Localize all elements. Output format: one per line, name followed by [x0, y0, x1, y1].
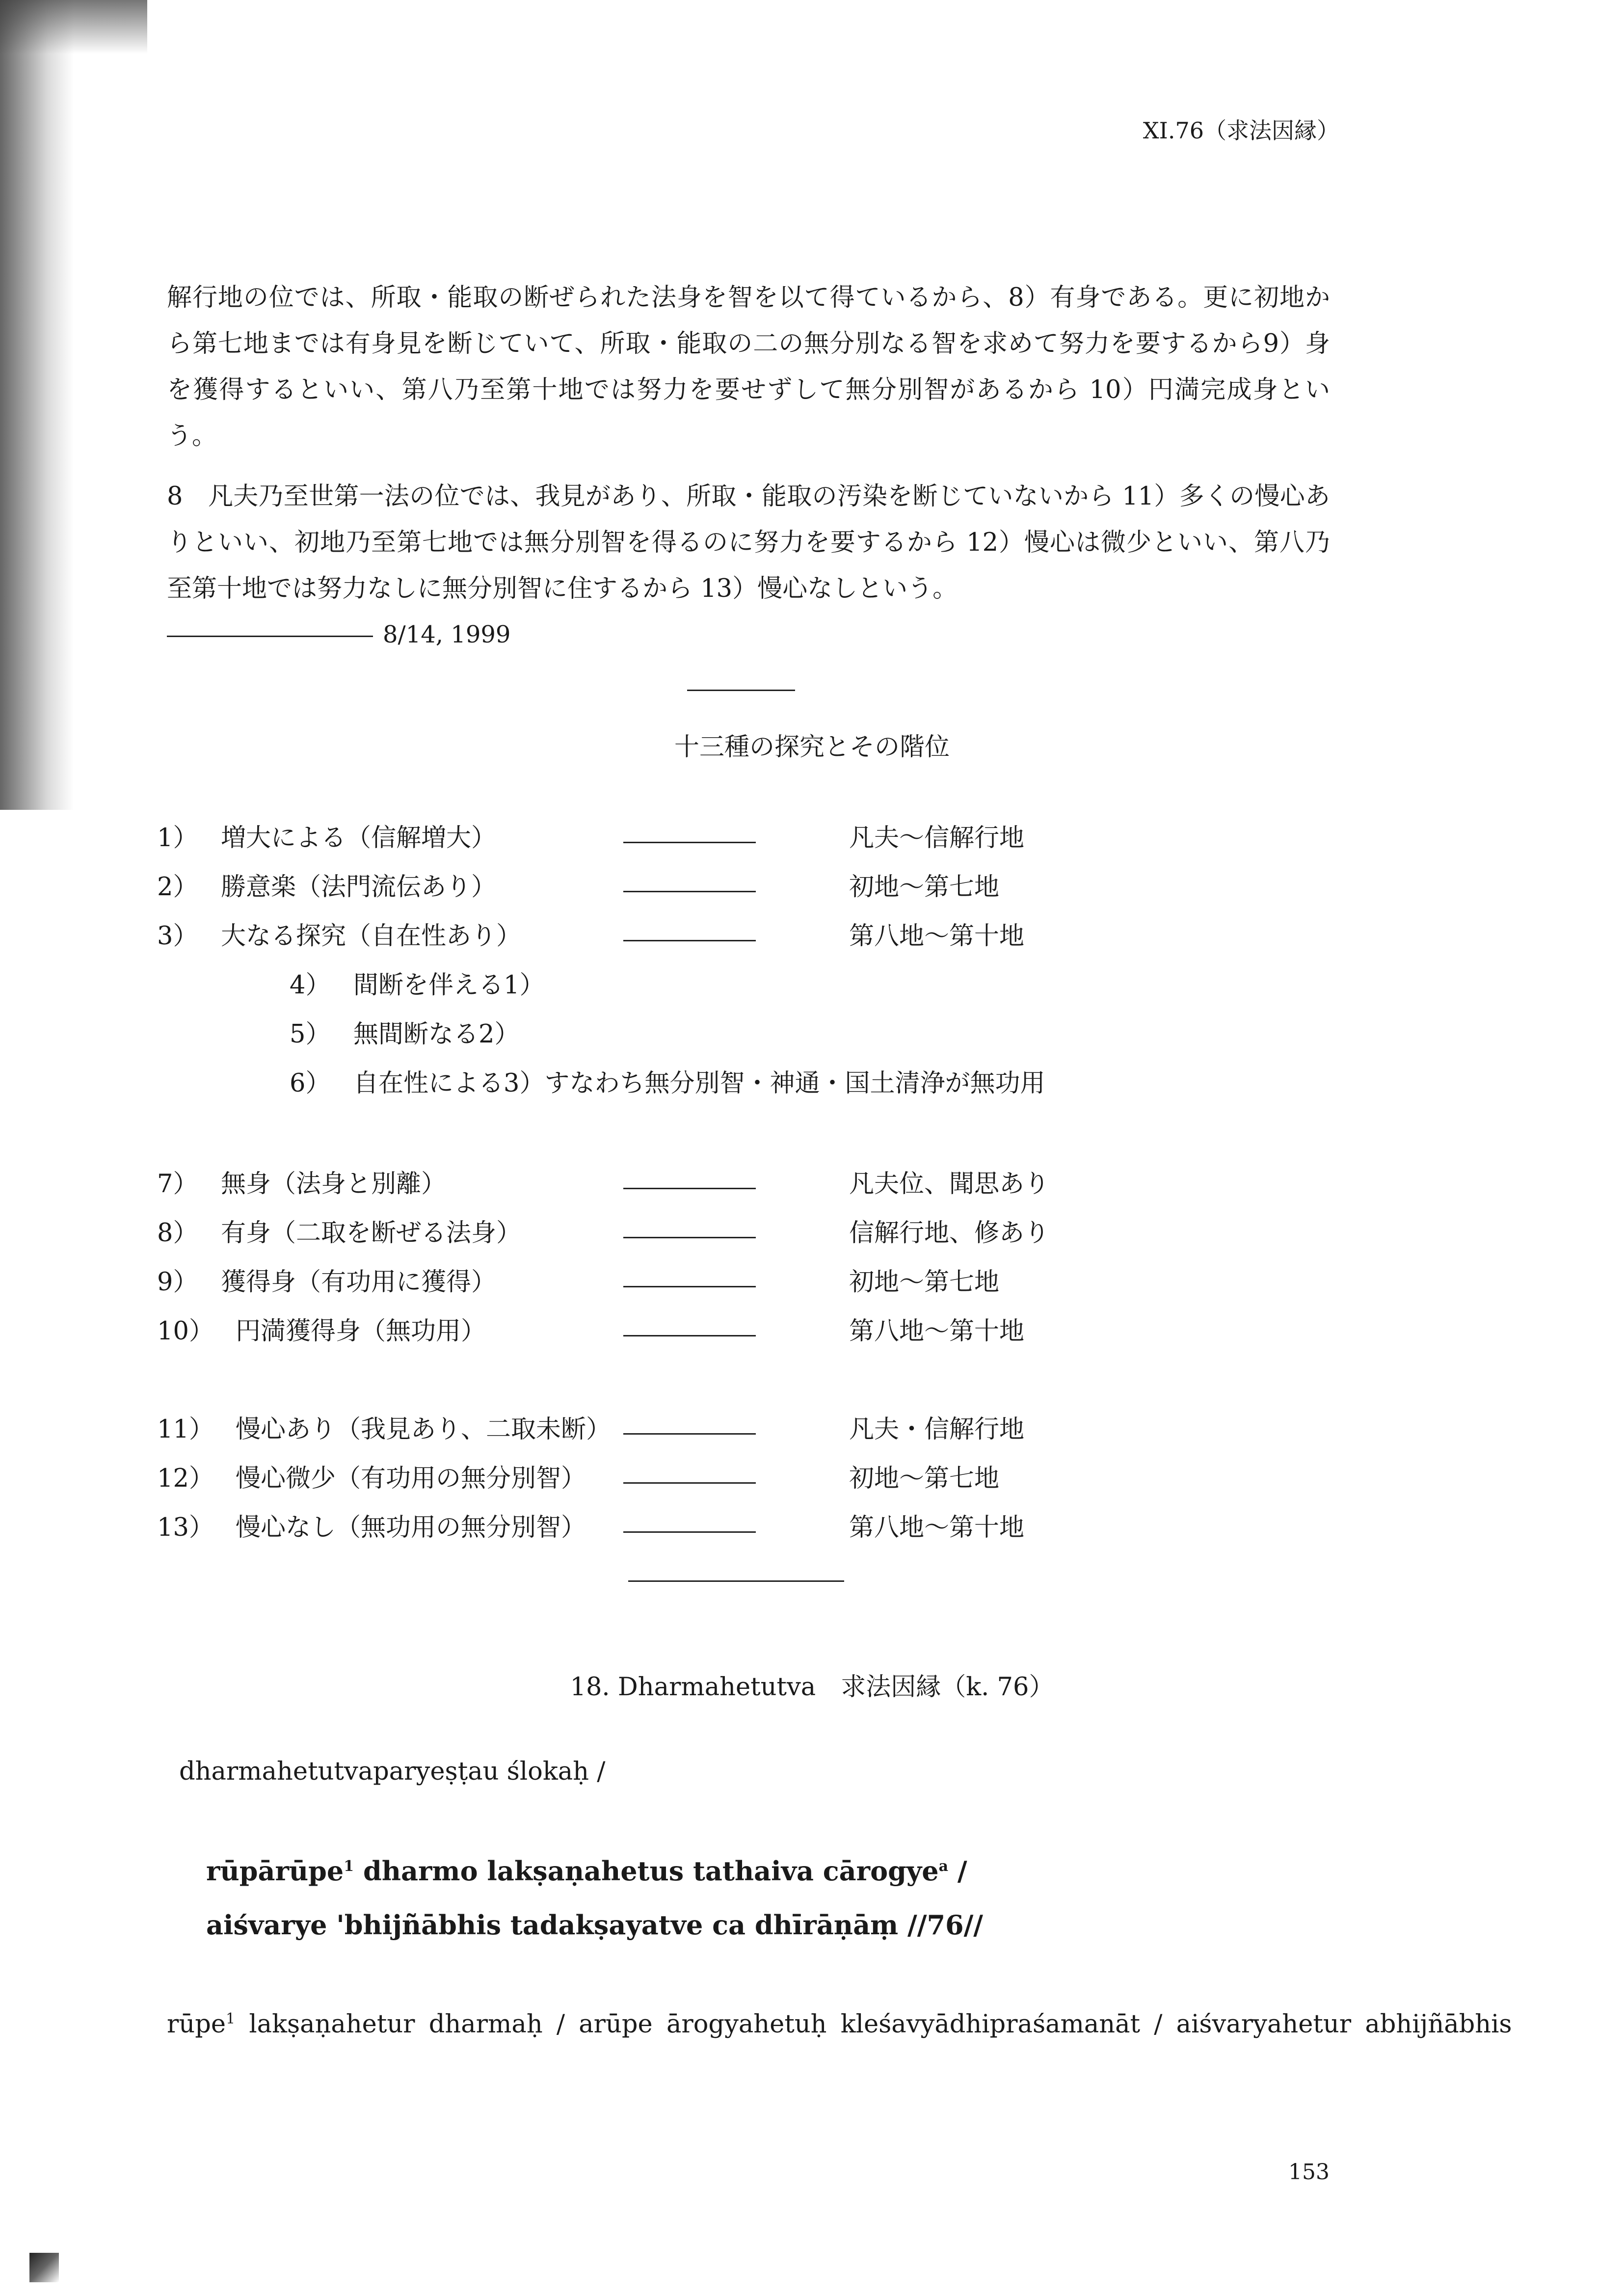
commentary-text: lakṣaṇahetur dharmaḥ / arūpe ārogyahetuḥ kleśavyādhipraśamanāt / aiśvaryahetur abhijñābhis [235, 2010, 1512, 2039]
paragraph: 8 凡夫乃至世第一法の位では、我見があり、所取・能取の汚染を断じていないから 11）多くの慢心ありといい、初地乃至第七地では無分別智を得るのに努力を要するから 12）慢心は微少といい、第八乃至第十地では努力なしに無分別智に住するから 13）慢心なしという。 [167, 482, 1330, 603]
item-stage: 初地〜第七地 [849, 1268, 1000, 1297]
list-item [157, 817, 1335, 866]
list-item [157, 1261, 1335, 1310]
sub-item [157, 1063, 1335, 1112]
item-text: 大なる探究（自在性あり） [221, 922, 522, 951]
list-item [157, 866, 1335, 915]
item-text: 円満獲得身（無功用） [236, 1317, 486, 1346]
item-stage: 初地〜第七地 [849, 873, 1000, 902]
section-title: 十三種の探究とその階位 [674, 733, 950, 762]
running-header: XI.76（求法因縁） [1143, 117, 1339, 144]
list-item [157, 1163, 1335, 1212]
item-number: 10） [157, 1317, 214, 1346]
item-text: 有身（二取を断ぜる法身） [221, 1219, 522, 1248]
item-stage: 初地〜第七地 [849, 1464, 1000, 1493]
item-text: 慢心あり（我見あり、二取未断） [236, 1415, 612, 1444]
paragraph: 解行地の位では、所取・能取の断ぜられた法身を智を以て得ているから、8）有身である。更に初地から第七地までは有身見を断じていて、所取・能取の二の無分別なる智を求めて努力を要するから9）身を獲得するといい、第八乃至第十地では努力を要せずして無分別智があるから 10）円満完成身という。 [167, 283, 1330, 451]
item-dash [623, 940, 756, 941]
item-text: 勝意楽（法門流伝あり） [221, 873, 497, 902]
item-text: 無身（法身と別離） [221, 1170, 447, 1199]
commentary-line [167, 2010, 1512, 2039]
item-stage: 第八地〜第十地 [849, 1513, 1025, 1542]
item-stage: 凡夫〜信解行地 [849, 824, 1025, 853]
list-item [157, 1212, 1335, 1261]
signature-date: 8/14, 1999 [383, 621, 511, 648]
item-number: 1） [157, 824, 198, 853]
verse-text: / [948, 1855, 967, 1887]
separator [687, 690, 795, 691]
item-dash [623, 1482, 756, 1484]
item-stage: 凡夫・信解行地 [849, 1415, 1025, 1444]
item-text: 自在性による3）すなわち無分別智・神通・国土清浄が無功用 [353, 1069, 1045, 1098]
stage-list-2 [157, 1163, 1335, 1360]
item-stage: 第八地〜第十地 [849, 1317, 1025, 1346]
chapter-title: 18. Dharmahetutva 求法因縁（k. 76） [570, 1673, 1054, 1702]
item-number: 5） [290, 1020, 331, 1049]
separator [628, 1580, 844, 1582]
verse-text: rūpārūpe [206, 1855, 344, 1887]
verse-line-1 [206, 1855, 967, 1887]
item-dash [623, 842, 756, 843]
item-dash [623, 891, 756, 892]
item-stage: 凡夫位、聞思あり [849, 1170, 1050, 1199]
verse-line-2: aiśvarye 'bhijñābhis tadakṣayatve ca dhīrāṇāṃ //76// [206, 1909, 984, 1941]
item-stage: 第八地〜第十地 [849, 922, 1025, 951]
scan-shadow [0, 0, 74, 810]
item-text: 間断を伴える1） [353, 971, 545, 1000]
item-dash [623, 1286, 756, 1287]
scan-shadow-top [0, 0, 147, 54]
verse-text: dharmo lakṣaṇahetus tathaiva cārogye [354, 1855, 939, 1887]
footnote-mark: 1 [226, 2010, 236, 2028]
item-number: 4） [290, 971, 331, 1000]
item-dash [623, 1188, 756, 1189]
sub-item [157, 964, 1335, 1014]
item-dash [623, 1237, 756, 1238]
list-item [157, 1310, 1335, 1360]
sub-item [157, 1014, 1335, 1063]
item-text: 獲得身（有功用に獲得） [221, 1268, 497, 1297]
list-item [157, 915, 1335, 964]
stage-list-1 [157, 817, 1335, 1112]
item-dash [623, 1433, 756, 1435]
signature-line [167, 621, 510, 648]
commentary-text: rūpe [167, 2010, 226, 2039]
scan-mark [29, 2253, 59, 2282]
signature-dash [167, 636, 373, 637]
item-stage: 信解行地、修あり [849, 1219, 1050, 1248]
item-number: 3） [157, 922, 198, 951]
intro-line: dharmahetutvaparyeṣṭau ślokaḥ / [179, 1757, 606, 1786]
item-number: 6） [290, 1069, 331, 1098]
item-text: 慢心微少（有功用の無分別智） [236, 1464, 586, 1493]
item-dash [623, 1531, 756, 1533]
item-dash [623, 1335, 756, 1336]
item-number: 2） [157, 873, 198, 902]
item-number: 8） [157, 1219, 198, 1248]
item-number: 11） [157, 1415, 214, 1444]
list-item [157, 1507, 1335, 1556]
footnote-mark: 1 [344, 1858, 354, 1875]
footnote-mark: a [938, 1858, 949, 1875]
item-number: 9） [157, 1268, 198, 1297]
item-number: 12） [157, 1464, 214, 1493]
item-number: 13） [157, 1513, 214, 1542]
item-number: 7） [157, 1170, 198, 1199]
list-item [157, 1458, 1335, 1507]
item-text: 慢心なし（無功用の無分別智） [236, 1513, 586, 1542]
item-text: 無間断なる2） [353, 1020, 520, 1049]
stage-list-3 [157, 1409, 1335, 1556]
page-number: 153 [1288, 2160, 1330, 2185]
item-text: 増大による（信解増大） [221, 824, 497, 853]
list-item [157, 1409, 1335, 1458]
